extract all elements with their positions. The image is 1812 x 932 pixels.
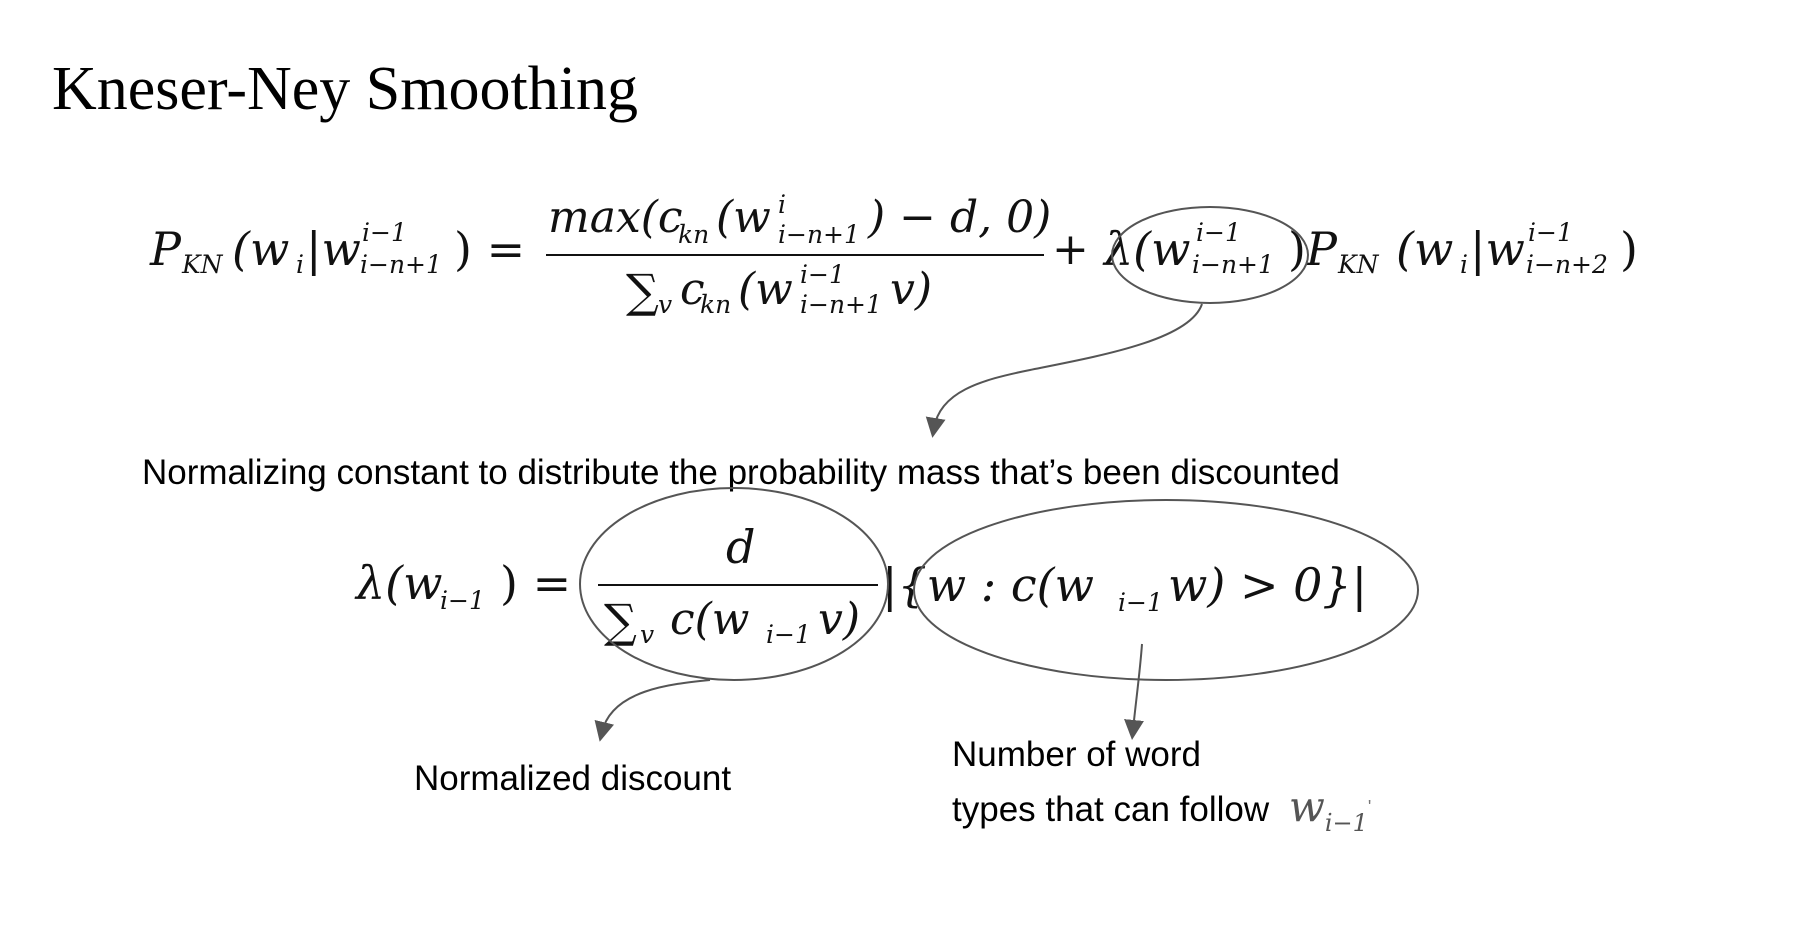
eq1-numerator-sup: i	[778, 190, 786, 219]
eq1-rhs-close: )	[1620, 222, 1638, 276]
eq1-numerator-sub2: i−n+1	[778, 220, 860, 249]
eq1-rhs-args-sub: i	[1460, 250, 1468, 279]
eq1-rhs-sub: i−n+2	[1526, 250, 1608, 279]
eq1-lambda-close: )	[1288, 222, 1306, 276]
eq1-rhs-args: (w	[1396, 222, 1454, 276]
eq2-denominator-sum: ∑	[604, 594, 637, 648]
eq2-denominator-c: c(w	[670, 594, 750, 645]
eq1-denominator-sup: i−1	[800, 260, 845, 289]
eq1-denominator-w: (w	[738, 264, 793, 315]
eq1-lambda: λ(w	[1104, 222, 1191, 276]
word-types-math-w: w	[1288, 782, 1325, 831]
eq1-lhs-bar-w: |w	[306, 222, 361, 276]
slide-title: Kneser-Ney Smoothing	[52, 55, 638, 123]
eq1-denominator-c: c	[680, 264, 705, 315]
word-types-caption-text: types that can follow	[952, 790, 1270, 829]
eq2-set-open: |{w : c(w	[882, 558, 1094, 612]
eq1-denominator-sum: ∑	[626, 264, 659, 318]
eq1-numerator-sub: kn	[678, 220, 710, 249]
eq1-denominator-rest: v)	[890, 264, 933, 315]
eq2-fraction-bar	[598, 584, 878, 586]
word-types-trailing-mark: '	[1367, 797, 1372, 817]
eq1-plus: +	[1052, 224, 1089, 275]
eq1-lhs-p: P	[150, 222, 181, 276]
word-types-math-sub: i−1	[1324, 809, 1368, 837]
eq2-denominator-sub: i−1	[766, 620, 811, 649]
eq1-numerator-rest: ) − d, 0)	[868, 192, 1052, 243]
eq2-lhs-sub: i−1	[440, 586, 485, 615]
eq2-denominator-rest: v)	[818, 594, 861, 645]
eq1-lhs-args-sub: i	[296, 250, 304, 279]
eq2-set-close: w) > 0}|	[1168, 558, 1368, 612]
eq1-lambda-sub: i−n+1	[1192, 250, 1274, 279]
eq1-lhs-sup: i−1	[362, 218, 407, 247]
eq1-lhs-args: (w	[232, 222, 290, 276]
word-types-caption-line1: Number of word	[952, 735, 1201, 774]
eq1-rhs-p: P	[1306, 222, 1337, 276]
word-types-caption-line2	[952, 782, 1372, 837]
eq1-lambda-sup: i−1	[1196, 218, 1241, 247]
eq1-lhs-sub2: i−n+1	[360, 250, 442, 279]
normalized-discount-arrow	[602, 680, 710, 732]
eq1-lhs-p-sub: KN	[182, 250, 223, 279]
eq1-fraction-bar	[546, 254, 1044, 256]
eq1-rhs-p-sub: KN	[1338, 250, 1379, 279]
eq1-rhs-sup: i−1	[1528, 218, 1573, 247]
eq1-denominator-c-sub: kn	[700, 290, 732, 319]
eq1-rhs-bar-w: |w	[1470, 222, 1525, 276]
eq2-denominator-sum-sub: v	[640, 620, 655, 649]
eq1-numerator-w: (w	[716, 192, 771, 243]
lambda-term-arrow	[934, 304, 1202, 428]
eq1-numerator: max(c	[548, 192, 683, 243]
eq2-numerator: d	[726, 520, 756, 574]
eq2-lhs-close: ) =	[500, 556, 572, 610]
eq1-lhs-close: ) =	[454, 222, 526, 276]
normalizing-constant-caption: Normalizing constant to distribute the probability mass that’s been discounted	[142, 453, 1340, 492]
eq2-set-sub: i−1	[1118, 588, 1163, 617]
set-cardinality-arrow	[1133, 644, 1142, 730]
eq2-lhs: λ(w	[356, 556, 443, 610]
eq1-denominator-sub2: i−n+1	[800, 290, 882, 319]
eq1-denominator-sum-sub: v	[658, 290, 673, 319]
normalized-discount-caption: Normalized discount	[414, 759, 732, 798]
